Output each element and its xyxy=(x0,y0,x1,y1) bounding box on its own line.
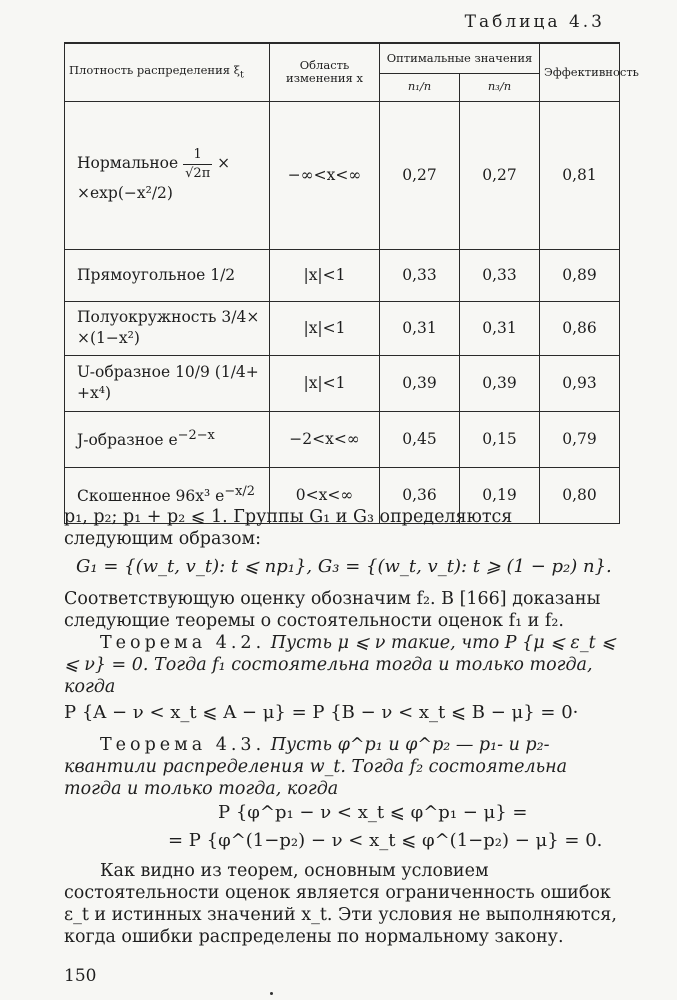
header-range: Область изменения x xyxy=(270,43,380,101)
theorem-label: Теорема 4.3. xyxy=(100,735,266,755)
print-speck xyxy=(270,992,273,995)
row-range: −∞<x<∞ xyxy=(270,101,380,249)
formula-groups: G₁ = {(w_t, v_t): t ⩽ np₁}, G₃ = {(w_t, v_t): t ⩾ (1 − p₂) n}. xyxy=(76,556,612,577)
table-row xyxy=(65,355,620,411)
header-optimal: Оптимальные значения xyxy=(380,43,540,73)
row-range: 0<x<∞ xyxy=(270,467,380,523)
header-n1: n₁/n xyxy=(380,73,460,101)
theorem-label: Теорема 4.2. xyxy=(100,633,266,653)
row-name: Скошенное 96x³ $e^{-x/2}$ xyxy=(65,467,270,523)
row-n1: 0,27 xyxy=(380,101,460,249)
table-row xyxy=(65,301,620,355)
row-n3: 0,15 xyxy=(460,411,540,467)
theorem-4-3 xyxy=(64,734,624,800)
formula-theorem-4-2: P {A − ν < x_t ⩽ A − μ} = P {B − ν < x_t ⩽ B − μ} = 0· xyxy=(64,702,579,723)
row-range: |x|<1 xyxy=(270,301,380,355)
formula-theorem-4-3-line2: = P {φ^(1−p₂) − ν < x_t ⩽ φ^(1−p₂) − μ} = 0. xyxy=(168,830,603,851)
paragraph-conclusion: Как видно из теорем, основным условием состоятельности оценок является ограниченность ошибок ε_t и истинных значений x_t. Эти условия не выполняются, когда ошибки распределены по нормальному закону. xyxy=(64,861,617,947)
row-eff: 0,80 xyxy=(540,467,620,523)
row-eff: 0,79 xyxy=(540,411,620,467)
paragraph-groups: p₁, p₂; p₁ + p₂ ⩽ 1. Группы G₁ и G₃ определяются следующим образом: xyxy=(64,507,513,549)
row-eff: 0,86 xyxy=(540,301,620,355)
header-efficiency: Эффективность xyxy=(540,43,620,101)
row-n1: 0,36 xyxy=(380,467,460,523)
page-number: 150 xyxy=(64,966,97,986)
theorem-body: Пусть φ^p₁ и φ^p₂ — p₁- и p₂-квантили распределения w_t. Тогда f₂ состоятельна тогда и только тогда, когда xyxy=(64,735,568,799)
row-n3: 0,31 xyxy=(460,301,540,355)
row-name: Полуокружность 3/4× ×(1−x²) xyxy=(65,301,270,355)
row-n1: 0,33 xyxy=(380,249,460,301)
table-row xyxy=(65,101,620,249)
row-name: Прямоугольное 1/2 xyxy=(65,249,270,301)
row-name: Нормальное $\frac{1}{√2\pi}$ × ×exp(−x²/2) xyxy=(65,101,270,249)
row-n3: 0,39 xyxy=(460,355,540,411)
row-n3: 0,27 xyxy=(460,101,540,249)
formula-theorem-4-3-line1: P {φ^p₁ − ν < x_t ⩽ φ^p₁ − μ} = xyxy=(218,802,528,823)
row-name: J-образное $e^{-2-x}$ xyxy=(65,411,270,467)
header-n3: n₃/n xyxy=(460,73,540,101)
paragraph-estimate: Соответствующую оценку обозначим f₂. В [166] доказаны следующие теоремы о состоятельности оценок f₁ и f₂. xyxy=(64,589,601,631)
theorem-4-2 xyxy=(64,632,624,698)
fraction: $\frac{1}{√2\pi}$ xyxy=(185,147,211,182)
row-n3: 0,33 xyxy=(460,249,540,301)
row-n1: 0,45 xyxy=(380,411,460,467)
row-eff: 0,89 xyxy=(540,249,620,301)
header-density: Плотность распределения $\xi_t$ xyxy=(65,43,270,101)
row-n1: 0,39 xyxy=(380,355,460,411)
row-range: |x|<1 xyxy=(270,355,380,411)
distribution-table xyxy=(64,42,639,524)
row-eff: 0,93 xyxy=(540,355,620,411)
row-name: U-образное 10/9 (1/4+ +x⁴) xyxy=(65,355,270,411)
row-n3: 0,19 xyxy=(460,467,540,523)
theorem-body: Пусть μ ⩽ ν такие, что P {μ ⩽ ε_t ⩽ ⩽ ν} = 0. Тогда f₁ состоятельна тогда и только тогда, когда xyxy=(64,633,616,697)
row-range: |x|<1 xyxy=(270,249,380,301)
row-eff: 0,81 xyxy=(540,101,620,249)
table-row xyxy=(65,249,620,301)
row-n1: 0,31 xyxy=(380,301,460,355)
table-caption: Таблица 4.3 xyxy=(464,12,605,32)
table-row xyxy=(65,411,620,467)
row-range: −2<x<∞ xyxy=(270,411,380,467)
